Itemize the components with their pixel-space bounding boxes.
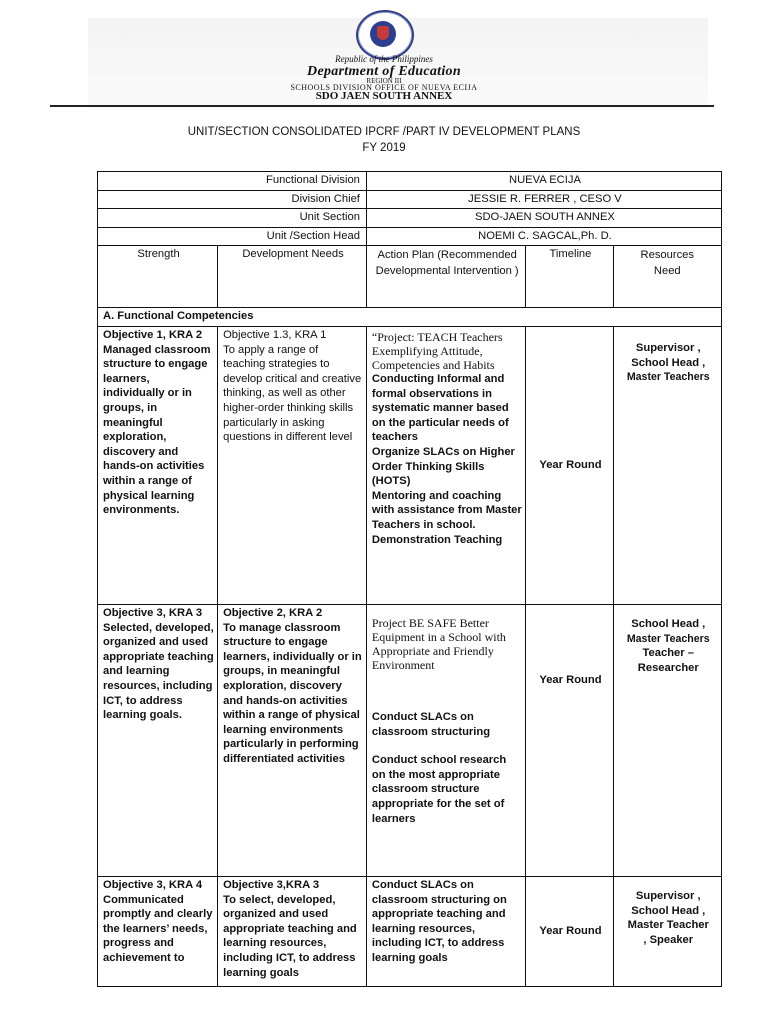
division-office-line: SCHOOLS DIVISION OFFICE OF NUEVA ECIJA [290, 83, 478, 92]
info-row [98, 227, 722, 246]
resources-cell [613, 326, 721, 604]
action-item: Conduct school research on the most appropriate classroom structure appropriate for the set of learners [371, 754, 507, 825]
strength-cell [98, 876, 218, 986]
needs-cell [218, 604, 367, 876]
action-item: Demonstration Teaching [371, 533, 503, 546]
strength-text: Selected, developed, organized and used appropriate teaching and learning resources, including ICT, to address learning goals. [103, 621, 214, 722]
timeline-cell: Year Round [526, 604, 613, 876]
info-label: Unit Section [98, 209, 367, 228]
info-label: Unit /Section Head [98, 227, 367, 246]
header-strength: Strength [98, 246, 218, 308]
resource-item: Researcher [637, 661, 699, 674]
needs-title: Objective 1.3, KRA 1 [223, 328, 327, 341]
section-row [98, 308, 722, 327]
resource-item: Teacher – [642, 647, 694, 660]
needs-title: Objective 2, KRA 2 [223, 606, 323, 619]
action-project: Project BE SAFE Better Equipment in a School with Appropriate and Friendly Environment [371, 615, 506, 672]
timeline-cell: Year Round [526, 876, 613, 986]
action-item: Conduct SLACs on classroom structuring on appropriate teaching and learning resources, including ICT, to address learning goals [371, 878, 507, 964]
deped-seal-icon [356, 10, 414, 60]
development-plan-table [97, 171, 722, 987]
resource-item: , Speaker [643, 933, 694, 946]
letterhead-rule [50, 105, 714, 107]
info-label: Functional Division [98, 172, 367, 191]
info-value: SDO-JAEN SOUTH ANNEX [366, 209, 721, 228]
strength-cell [98, 604, 218, 876]
title-line-2: FY 2019 [362, 142, 406, 154]
action-item: Conduct SLACs on classroom structuring [371, 710, 491, 738]
timeline-cell: Year Round [526, 326, 613, 604]
resource-item: School Head , [631, 904, 706, 917]
resources-cell [613, 604, 721, 876]
action-cell [366, 326, 525, 604]
table-row [98, 604, 722, 876]
document-title [0, 124, 768, 156]
info-row [98, 172, 722, 191]
action-cell [366, 604, 525, 876]
resource-item: Master Teachers [626, 371, 710, 384]
table-row [98, 876, 722, 986]
republic-line: Republic of the Philippines [335, 54, 433, 64]
info-value: JESSIE R. FERRER , CESO V [366, 190, 721, 209]
letterhead [0, 0, 768, 112]
resource-item: Master Teachers [626, 632, 710, 645]
resource-item: Supervisor , [635, 889, 701, 902]
needs-text: To apply a range of teaching strategies to develop critical and creative thinking, as well as other higher-order thinking skills particularly in asking questions in different level [223, 343, 362, 444]
info-value: NUEVA ECIJA [366, 172, 721, 191]
resource-item: School Head , [631, 356, 706, 369]
action-item: Organize SLACs on Higher Order Thinking Skills (HOTS) [371, 445, 515, 488]
action-item: Conducting Informal and formal observations in systematic manner based on the particular needs of teachers [371, 372, 509, 444]
strength-title: Objective 3, KRA 4 [103, 878, 203, 891]
strength-text: Managed classroom structure to engage learners, individually or in groups, in meaningful exploration, discovery and hands-on activities within a range of physical learning environments. [103, 343, 211, 517]
header-row [98, 246, 722, 308]
resource-item: School Head , [631, 617, 706, 630]
info-row [98, 209, 722, 228]
info-row [98, 190, 722, 209]
strength-text: Communicated promptly and clearly the learners’ needs, progress and achievement to [103, 893, 213, 964]
header-development-needs: Development Needs [218, 246, 367, 308]
action-cell [366, 876, 525, 986]
resource-item: Supervisor , [635, 341, 701, 354]
department-line: Department of Education [307, 64, 461, 79]
strength-title: Objective 3, KRA 3 [103, 606, 203, 619]
needs-cell [218, 326, 367, 604]
action-project: “Project: TEACH Teachers Exemplifying Attitude, Competencies and Habits [371, 329, 503, 372]
needs-cell [218, 876, 367, 986]
needs-text: To select, developed, organized and used appropriate teaching and learning resources, including ICT, to address learning goals [223, 893, 357, 979]
info-value: NOEMI C. SAGCAL,Ph. D. [366, 227, 721, 246]
office-line: SDO JAEN SOUTH ANNEX [315, 90, 453, 102]
action-item: Mentoring and coaching with assistance from Master Teachers in school. [371, 489, 522, 531]
table-row [98, 326, 722, 604]
strength-title: Objective 1, KRA 2 [103, 328, 203, 341]
info-label: Division Chief [98, 190, 367, 209]
header-action-plan: Action Plan (Recommended Developmental Intervention ) [366, 246, 525, 308]
resources-cell [613, 876, 721, 986]
header-timeline: Timeline [526, 246, 613, 308]
title-line-1: UNIT/SECTION CONSOLIDATED IPCRF /PART IV DEVELOPMENT PLANS [187, 126, 581, 138]
strength-cell [98, 326, 218, 604]
section-functional-competencies: A. Functional Competencies [98, 308, 722, 327]
needs-title: Objective 3,KRA 3 [223, 878, 320, 891]
needs-text: To manage classroom structure to engage learners, individually or in groups, in meaningful exploration, discovery and hands-on activities within a range of physical learning environments particularly in performing differentiated activities [223, 621, 362, 765]
region-line: REGION III [366, 77, 402, 85]
header-resources: Resources Need [613, 246, 721, 308]
resource-item: Master Teacher [627, 919, 709, 932]
